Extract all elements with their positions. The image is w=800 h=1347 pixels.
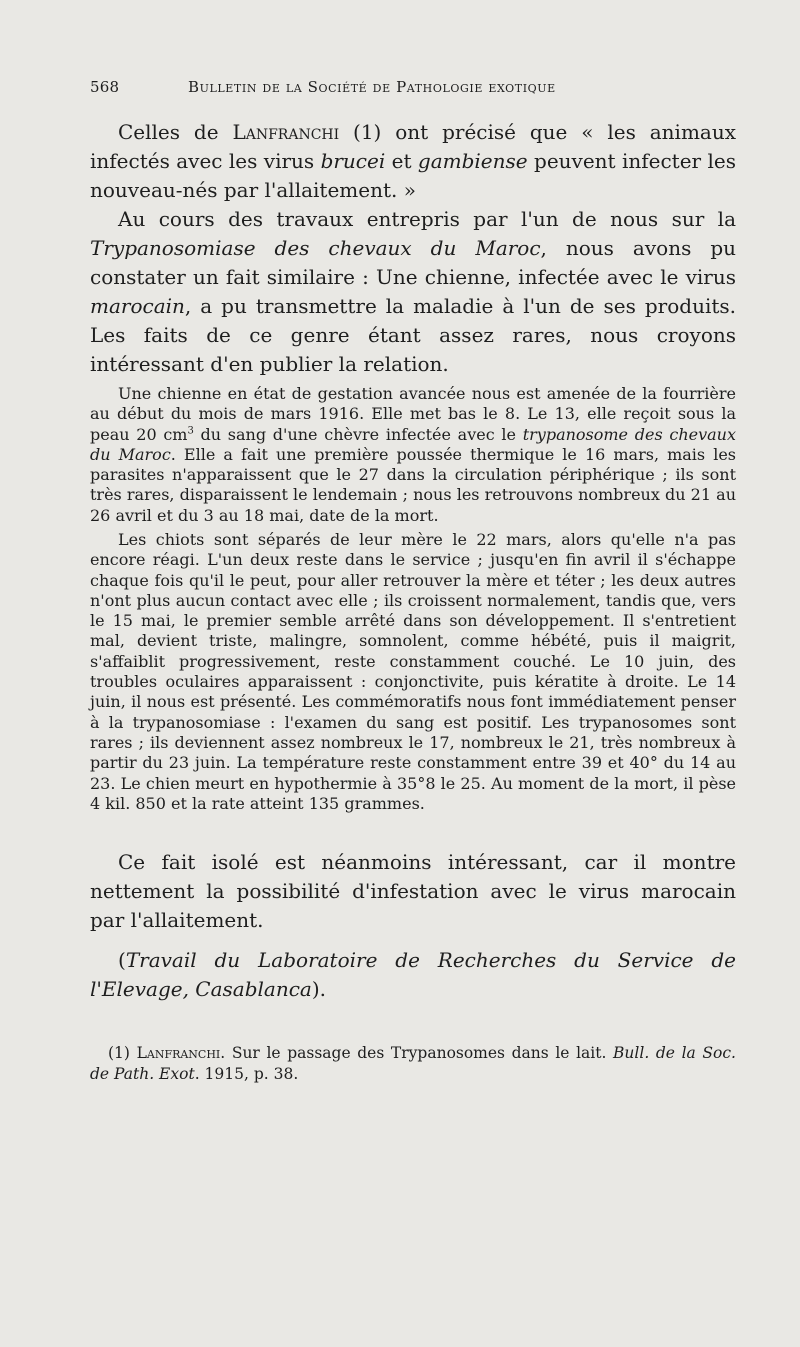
journal-name: Bull. de la Soc. de Path. Exot: [90, 1044, 736, 1083]
study-title: Trypanosomiase des chevaux du Maroc: [90, 236, 541, 260]
paragraph-intro: Celles de Lanfranchi (1) ont précisé que « les animaux infectés avec les virus brucei et gambiense peuvent infecter les nouveau-nés par l'allaitement. »: [90, 120, 736, 202]
virus-name-brucei: brucei: [320, 149, 386, 173]
running-title: Bulletin de la Société de Pathologie exotique: [188, 78, 556, 96]
page-number: 568: [90, 78, 120, 96]
laboratory-credit: (Travail du Laboratoire de Recherches du Service de l'Elevage, Casablanca).: [90, 948, 736, 1001]
virus-name-gambiense: gambiense: [417, 149, 528, 173]
case-report-puppies: Les chiots sont séparés de leur mère le 22 mars, alors qu'elle n'a pas encore réagi. L'un deux reste dans le service ; jusqu'en fin avril il s'échappe chaque fois qu'il le peut, pour aller retrouver la mère et téter ; les deux autres n'ont plus aucun contact avec elle ; ils croissent normalement, tandis que, vers le 15 mai, le premier semble arrêté dans son développement. Il s'entretient mal, devient triste, malingre, somnolent, comme hébété, puis il maigrit, s'affaiblit progressivement, reste constamment couché. Le 10 juin, des troubles oculaires apparaissent : conjonctivite, puis kératite à droite. Le 14 juin, il nous est présenté. Les commémoratifs nous font immédiatement penser à la trypanosomiase : l'examen du sang est positif. Les trypanosomes sont rares ; ils deviennent assez nombreux le 17, nombreux le 21, très nombreux à partir du 23 juin. La température reste constamment entre 39 et 40° du 14 au 23. Le chien meurt en hypothermie à 35°8 le 25. Au moment de la mort, il pèse 4 kil. 850 et la rate atteint 135 grammes.: [90, 530, 736, 813]
case-report-mother: Une chienne en état de gestation avancée nous est amenée de la fourrière au début du mois de mars 1916. Elle met bas le 8. Le 13, elle reçoit sous la peau 20 $cm^3$ du sang d'une chèvre infectée avec le trypanosome des chevaux du Maroc. Elle a fait une première poussée thermique le 16 mars, mais les parasites n'apparaissent que le 27 dans la circulation périphérique ; ils sont très rares, disparaissent le lendemain ; nous les retrouvons nombreux du 21 au 26 avril et du 3 au 18 mai, date de la mort.: [90, 384, 737, 525]
author-name: Lanfranchi: [232, 120, 340, 144]
footnote: (1) Lanfranchi. Sur le passage des Trypanosomes dans le lait. Bull. de la Soc. de Path. Exot. 1915, p. 38.: [90, 1044, 736, 1083]
trypanosome-name: trypanosome des chevaux du Maroc: [90, 424, 737, 464]
virus-name-marocain: marocain: [90, 294, 185, 318]
paragraph-conclusion: Ce fait isolé est néanmoins intéressant, car il montre nettement la possibilité d'infestation avec le virus marocain par l'allaitement.: [90, 850, 736, 932]
paragraph-context: Au cours des travaux entrepris par l'un de nous sur la Trypanosomiase des chevaux du Maroc, nous avons pu constater un fait similaire : Une chienne, infectée avec le virus marocain, a pu transmettre la maladie à l'un de ses produits. Les faits de ce genre étant assez rares, nous croyons intéressant d'en publier la relation.: [90, 207, 736, 376]
